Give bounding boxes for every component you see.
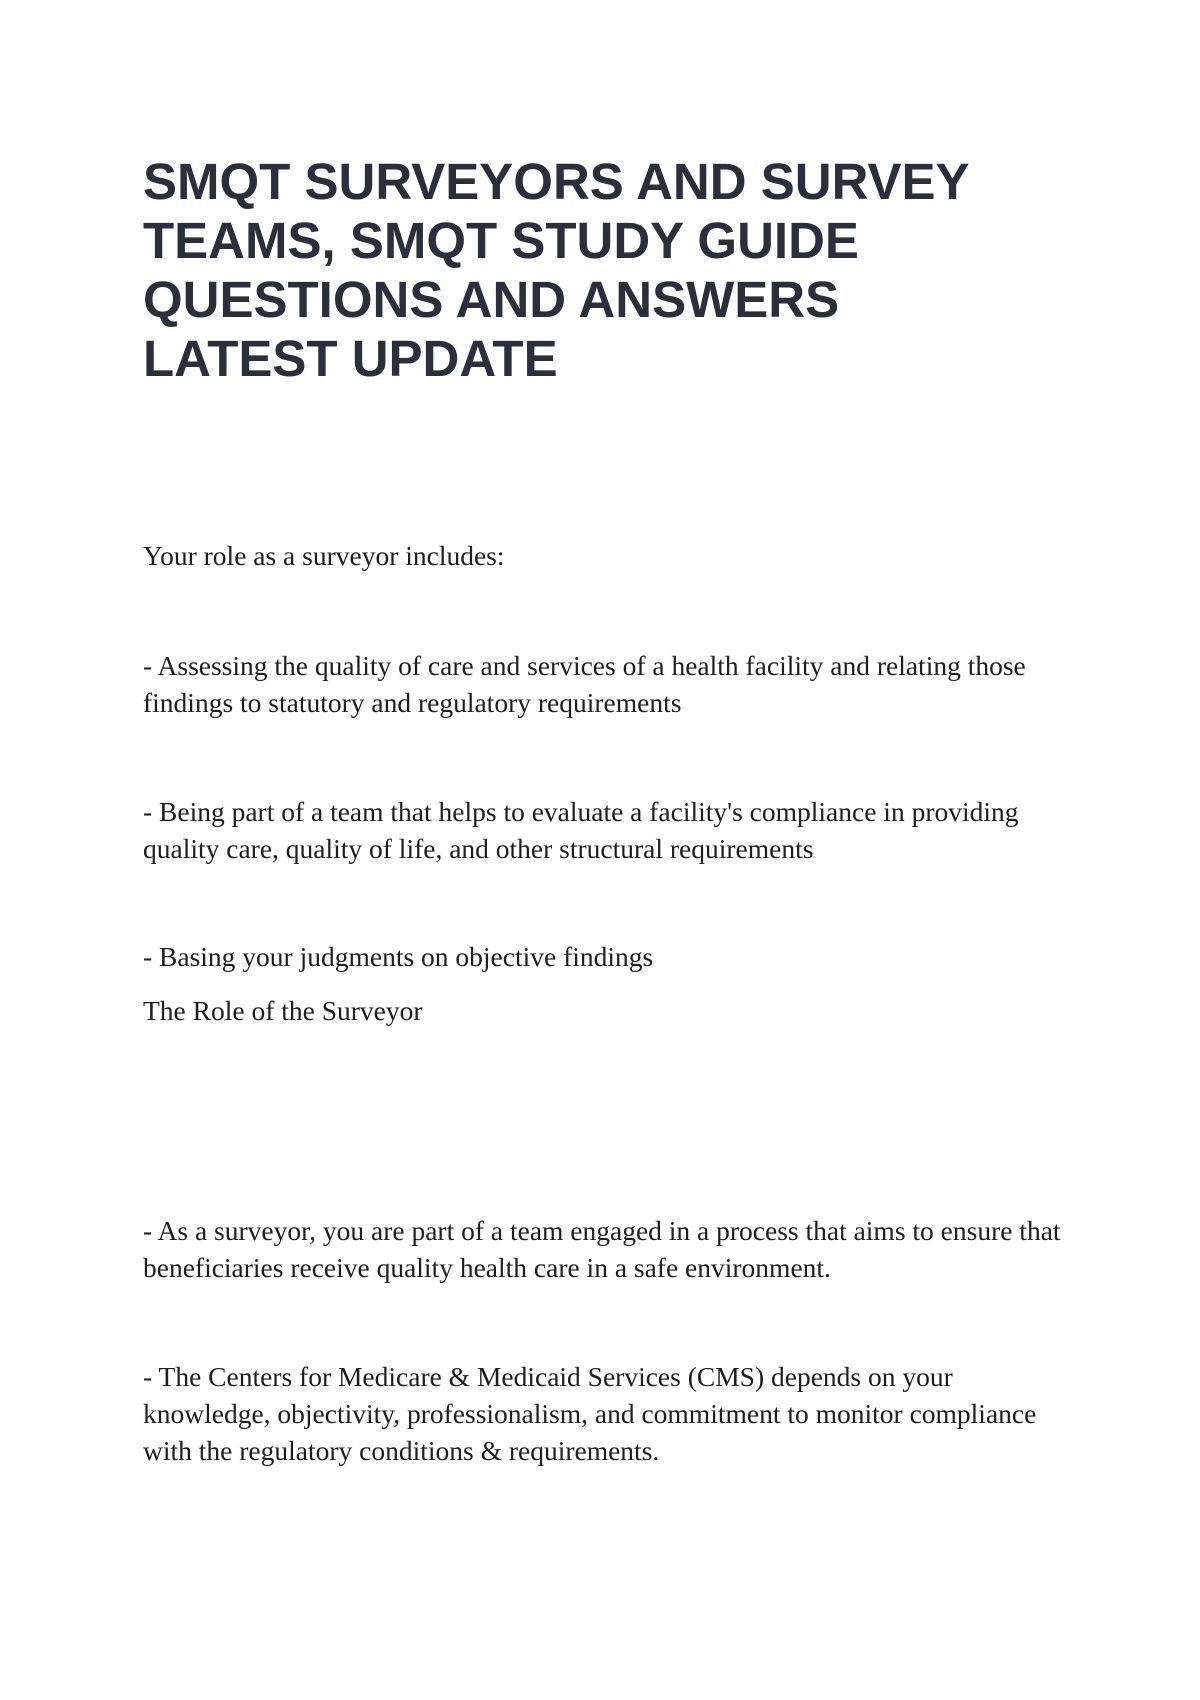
- bullet-team-process: - As a surveyor, you are part of a team engaged in a process that aims to ensure that beneficiaries receive quality health care in a safe environment.: [143, 1215, 1061, 1283]
- bullet-team-evaluation: - Being part of a team that helps to evaluate a facility's compliance in providing quality care, quality of life, and other structural requirements: [143, 796, 1019, 864]
- document-title: SMQT SURVEYORS AND SURVEY TEAMS, SMQT STUDY GUIDE QUESTIONS AND ANSWERS LATEST UPDATE: [143, 153, 969, 387]
- bullet-cms-depends: - The Centers for Medicare & Medicaid Services (CMS) depends on your knowledge, objectivity, professionalism, and commitment to monitor compliance with the regulatory conditions & requirements.: [143, 1361, 1037, 1466]
- section-heading-role: The Role of the Surveyor: [143, 995, 423, 1026]
- intro-paragraph: Your role as a surveyor includes:: [143, 540, 505, 571]
- bullet-assessing-quality: - Assessing the quality of care and services of a health facility and relating those findings to statutory and regulatory requirements: [143, 650, 1026, 718]
- bullet-objective-findings: - Basing your judgments on objective findings: [143, 941, 654, 972]
